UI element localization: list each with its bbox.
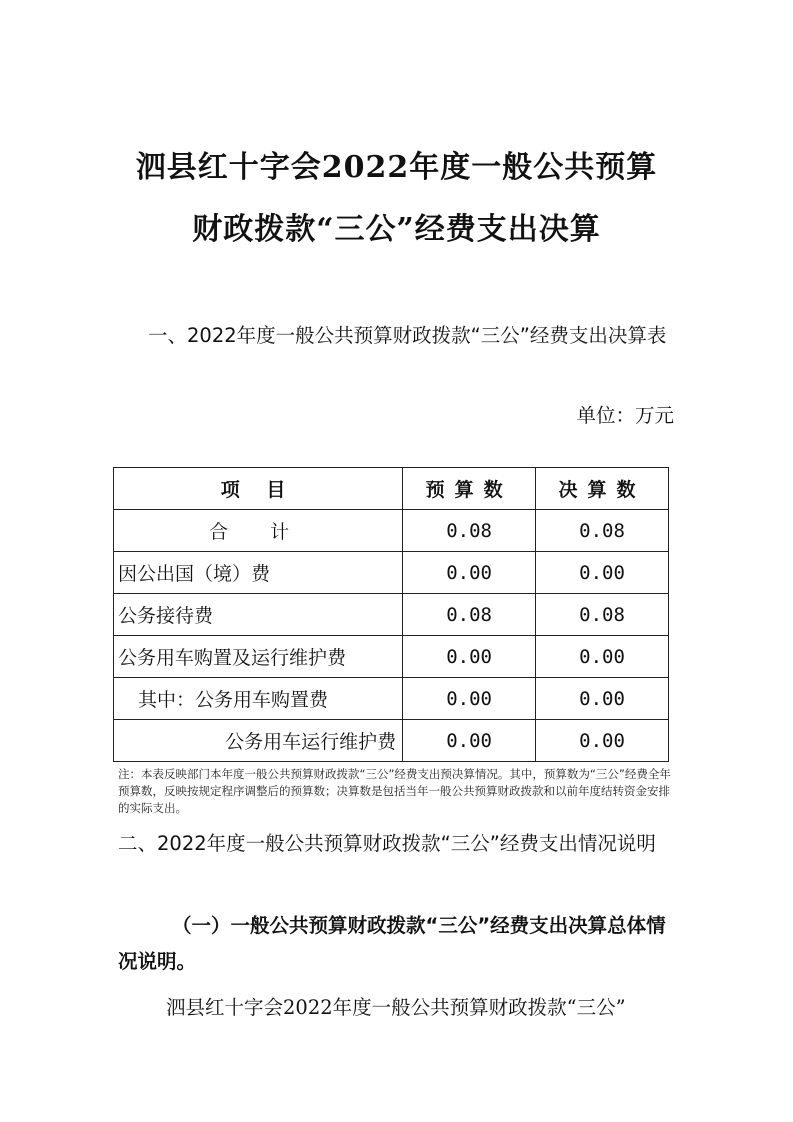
row-item: 其中：公务用车购置费: [114, 678, 403, 720]
document-title-line-1: 泗县红十字会2022年度一般公共预算: [135, 150, 658, 185]
row-final: 0.00: [536, 636, 669, 678]
table-row-total: [114, 510, 669, 552]
row-budget: 0.08: [403, 510, 536, 552]
table-row: [114, 594, 669, 636]
row-budget: 0.00: [403, 720, 536, 762]
section-1-heading: 一、2022年度一般公共预算财政拨款“三公”经费支出决算表: [148, 324, 667, 347]
row-final: 0.00: [536, 720, 669, 762]
row-item: 公务用车购置及运行维护费: [114, 636, 403, 678]
section-2-subheading: （一）一般公共预算财政拨款“三公”经费支出决算总体情况说明。: [118, 914, 666, 973]
header-budget: 预算数: [403, 468, 536, 510]
row-final: 0.08: [536, 510, 669, 552]
table-header-row: [114, 468, 669, 510]
document-title-line-2: 财政拨款“三公”经费支出决算: [192, 212, 601, 247]
header-final: 决算数: [536, 468, 669, 510]
row-item: 因公出国（境）费: [114, 552, 403, 594]
three-public-expenses-table: [113, 467, 669, 762]
row-budget: 0.00: [403, 552, 536, 594]
row-final: 0.00: [536, 552, 669, 594]
header-item: 项 目: [114, 468, 403, 510]
row-item: 公务用车运行维护费: [114, 720, 403, 762]
row-item: 合 计: [114, 510, 403, 552]
row-item: 公务接待费: [114, 594, 403, 636]
section-2-heading: 二、2022年度一般公共预算财政拨款“三公”经费支出情况说明: [118, 832, 656, 855]
section-2-paragraph: 泗县红十字会2022年度一般公共预算财政拨款“三公”: [166, 996, 626, 1019]
table-note: 注：本表反映部门本年度一般公共预算财政拨款“三公”经费支出预决算情况。其中，预算数为“三公”经费全年预算数，反映按规定程序调整后的预算数；决算数是包括当年一般公共预算财政拨款和以前年度结转资金安排的实际支出。: [118, 767, 671, 815]
table-row: [114, 552, 669, 594]
row-budget: 0.08: [403, 594, 536, 636]
table-row: [114, 636, 669, 678]
row-budget: 0.00: [403, 636, 536, 678]
row-final: 0.08: [536, 594, 669, 636]
table-row: [114, 678, 669, 720]
unit-label: 单位：万元: [576, 404, 674, 427]
row-final: 0.00: [536, 678, 669, 720]
row-budget: 0.00: [403, 678, 536, 720]
table-row: [114, 720, 669, 762]
